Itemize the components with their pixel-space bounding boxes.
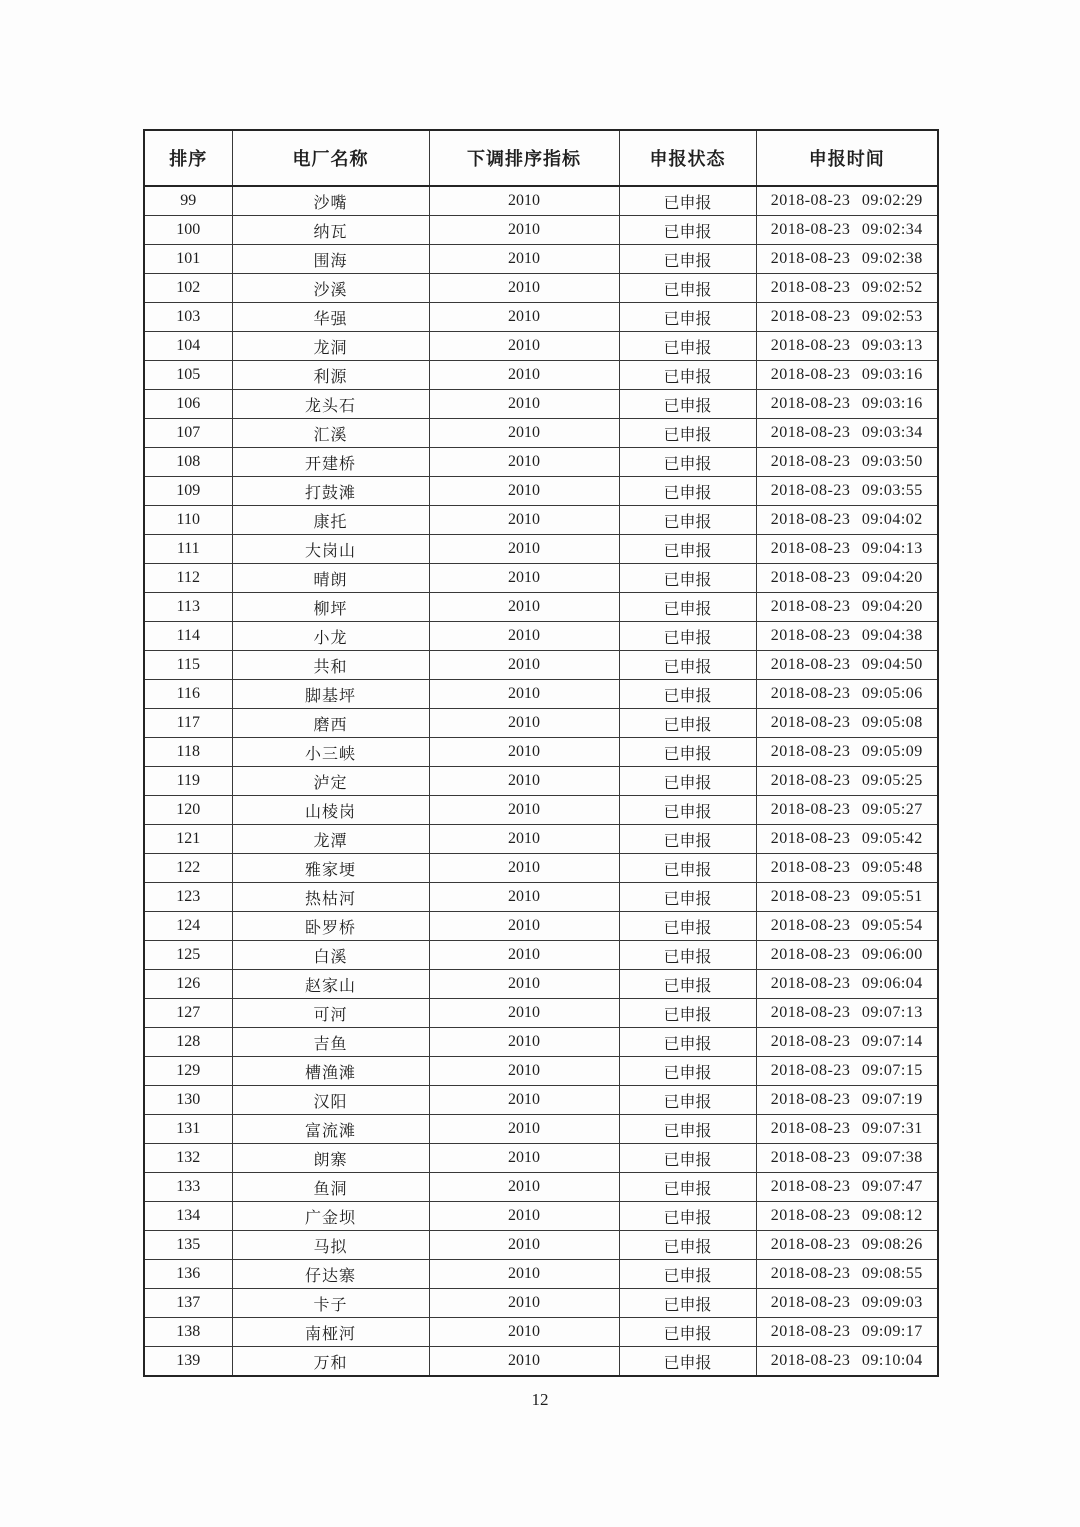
rank-cell: 115 [144,651,232,680]
time-cell: 2018-08-23 09:03:34 [756,419,938,448]
table-row [144,912,938,941]
status-cell: 已申报 [619,883,756,912]
indicator-cell: 2010 [429,593,619,622]
table-row [144,941,938,970]
indicator-cell: 2010 [429,1144,619,1173]
rank-cell: 139 [144,1347,232,1377]
plant-name-cell: 槽渔滩 [232,1057,429,1086]
table-row [144,854,938,883]
time-cell: 2018-08-23 09:08:26 [756,1231,938,1260]
table-row [144,1173,938,1202]
rank-cell: 100 [144,216,232,245]
table-row [144,535,938,564]
indicator-cell: 2010 [429,535,619,564]
table-body [144,186,938,1376]
table-row [144,680,938,709]
rank-cell: 121 [144,825,232,854]
time-cell: 2018-08-23 09:09:17 [756,1318,938,1347]
status-cell: 已申报 [619,941,756,970]
rank-cell: 117 [144,709,232,738]
rank-cell: 113 [144,593,232,622]
rank-cell: 114 [144,622,232,651]
table-row [144,593,938,622]
status-cell: 已申报 [619,245,756,274]
plant-name-cell: 汉阳 [232,1086,429,1115]
rank-cell: 118 [144,738,232,767]
rank-cell: 137 [144,1289,232,1318]
table-row [144,883,938,912]
indicator-cell: 2010 [429,825,619,854]
rank-cell: 125 [144,941,232,970]
time-cell: 2018-08-23 09:03:16 [756,361,938,390]
indicator-cell: 2010 [429,1260,619,1289]
header-rank: 排序 [144,130,232,186]
indicator-cell: 2010 [429,622,619,651]
plant-name-cell: 雅家埂 [232,854,429,883]
indicator-cell: 2010 [429,912,619,941]
indicator-cell: 2010 [429,332,619,361]
time-cell: 2018-08-23 09:07:38 [756,1144,938,1173]
time-cell: 2018-08-23 09:02:34 [756,216,938,245]
plant-name-cell: 柳坪 [232,593,429,622]
rank-cell: 103 [144,303,232,332]
status-cell: 已申报 [619,796,756,825]
indicator-cell: 2010 [429,245,619,274]
status-cell: 已申报 [619,1028,756,1057]
rank-cell: 108 [144,448,232,477]
time-cell: 2018-08-23 09:05:54 [756,912,938,941]
indicator-cell: 2010 [429,1057,619,1086]
indicator-cell: 2010 [429,1231,619,1260]
time-cell: 2018-08-23 09:05:27 [756,796,938,825]
time-cell: 2018-08-23 09:03:50 [756,448,938,477]
indicator-cell: 2010 [429,448,619,477]
rank-cell: 138 [144,1318,232,1347]
indicator-cell: 2010 [429,1318,619,1347]
rank-cell: 127 [144,999,232,1028]
time-cell: 2018-08-23 09:05:42 [756,825,938,854]
indicator-cell: 2010 [429,1028,619,1057]
plant-name-cell: 沙溪 [232,274,429,303]
plant-name-cell: 卧罗桥 [232,912,429,941]
rank-cell: 102 [144,274,232,303]
rank-cell: 135 [144,1231,232,1260]
time-cell: 2018-08-23 09:10:04 [756,1347,938,1377]
declaration-table [143,129,939,1377]
table-row [144,1057,938,1086]
plant-name-cell: 山棱岗 [232,796,429,825]
plant-name-cell: 脚基坪 [232,680,429,709]
rank-cell: 136 [144,1260,232,1289]
status-cell: 已申报 [619,651,756,680]
rank-cell: 124 [144,912,232,941]
indicator-cell: 2010 [429,680,619,709]
rank-cell: 110 [144,506,232,535]
time-cell: 2018-08-23 09:04:20 [756,564,938,593]
status-cell: 已申报 [619,1347,756,1377]
plant-name-cell: 万和 [232,1347,429,1377]
status-cell: 已申报 [619,1115,756,1144]
status-cell: 已申报 [619,1086,756,1115]
status-cell: 已申报 [619,1173,756,1202]
page-number: 12 [531,1390,549,1409]
status-cell: 已申报 [619,564,756,593]
plant-name-cell: 白溪 [232,941,429,970]
plant-name-cell: 广金坝 [232,1202,429,1231]
time-cell: 2018-08-23 09:05:08 [756,709,938,738]
table-row [144,186,938,216]
plant-name-cell: 泸定 [232,767,429,796]
table-row [144,245,938,274]
time-cell: 2018-08-23 09:06:00 [756,941,938,970]
status-cell: 已申报 [619,622,756,651]
table-row [144,274,938,303]
time-cell: 2018-08-23 09:03:13 [756,332,938,361]
time-cell: 2018-08-23 09:07:15 [756,1057,938,1086]
table-row [144,622,938,651]
status-cell: 已申报 [619,1318,756,1347]
rank-cell: 134 [144,1202,232,1231]
plant-name-cell: 卡子 [232,1289,429,1318]
status-cell: 已申报 [619,1057,756,1086]
table-row [144,332,938,361]
indicator-cell: 2010 [429,883,619,912]
rank-cell: 105 [144,361,232,390]
plant-name-cell: 大岗山 [232,535,429,564]
indicator-cell: 2010 [429,1115,619,1144]
rank-cell: 130 [144,1086,232,1115]
status-cell: 已申报 [619,274,756,303]
header-time: 申报时间 [756,130,938,186]
rank-cell: 120 [144,796,232,825]
plant-name-cell: 可河 [232,999,429,1028]
status-cell: 已申报 [619,999,756,1028]
time-cell: 2018-08-23 09:02:53 [756,303,938,332]
time-cell: 2018-08-23 09:05:51 [756,883,938,912]
table-row [144,1260,938,1289]
time-cell: 2018-08-23 09:07:47 [756,1173,938,1202]
status-cell: 已申报 [619,825,756,854]
status-cell: 已申报 [619,970,756,999]
plant-name-cell: 打鼓滩 [232,477,429,506]
indicator-cell: 2010 [429,709,619,738]
indicator-cell: 2010 [429,477,619,506]
status-cell: 已申报 [619,680,756,709]
indicator-cell: 2010 [429,506,619,535]
status-cell: 已申报 [619,361,756,390]
table-row [144,999,938,1028]
status-cell: 已申报 [619,477,756,506]
plant-name-cell: 赵家山 [232,970,429,999]
indicator-cell: 2010 [429,1086,619,1115]
status-cell: 已申报 [619,506,756,535]
plant-name-cell: 华强 [232,303,429,332]
table-row [144,1347,938,1377]
table-row [144,738,938,767]
status-cell: 已申报 [619,419,756,448]
time-cell: 2018-08-23 09:09:03 [756,1289,938,1318]
time-cell: 2018-08-23 09:07:14 [756,1028,938,1057]
table-row [144,1202,938,1231]
status-cell: 已申报 [619,593,756,622]
rank-cell: 104 [144,332,232,361]
status-cell: 已申报 [619,448,756,477]
time-cell: 2018-08-23 09:08:12 [756,1202,938,1231]
indicator-cell: 2010 [429,854,619,883]
time-cell: 2018-08-23 09:04:50 [756,651,938,680]
plant-name-cell: 龙潭 [232,825,429,854]
status-cell: 已申报 [619,216,756,245]
status-cell: 已申报 [619,390,756,419]
table-header [144,130,938,186]
rank-cell: 129 [144,1057,232,1086]
table-row [144,1115,938,1144]
table-row [144,303,938,332]
plant-name-cell: 朗寨 [232,1144,429,1173]
indicator-cell: 2010 [429,390,619,419]
table-row [144,1086,938,1115]
status-cell: 已申报 [619,854,756,883]
plant-name-cell: 鱼洞 [232,1173,429,1202]
indicator-cell: 2010 [429,796,619,825]
rank-cell: 122 [144,854,232,883]
table-row [144,419,938,448]
indicator-cell: 2010 [429,564,619,593]
plant-name-cell: 共和 [232,651,429,680]
status-cell: 已申报 [619,1260,756,1289]
indicator-cell: 2010 [429,274,619,303]
plant-name-cell: 马拟 [232,1231,429,1260]
indicator-cell: 2010 [429,999,619,1028]
time-cell: 2018-08-23 09:04:13 [756,535,938,564]
status-cell: 已申报 [619,535,756,564]
table-row [144,1144,938,1173]
plant-name-cell: 开建桥 [232,448,429,477]
time-cell: 2018-08-23 09:04:38 [756,622,938,651]
indicator-cell: 2010 [429,1173,619,1202]
table-row [144,390,938,419]
table-row [144,564,938,593]
indicator-cell: 2010 [429,1347,619,1377]
status-cell: 已申报 [619,912,756,941]
table-row [144,767,938,796]
status-cell: 已申报 [619,332,756,361]
table-row [144,651,938,680]
status-cell: 已申报 [619,709,756,738]
indicator-cell: 2010 [429,216,619,245]
time-cell: 2018-08-23 09:03:55 [756,477,938,506]
plant-name-cell: 沙嘴 [232,186,429,216]
time-cell: 2018-08-23 09:07:31 [756,1115,938,1144]
rank-cell: 119 [144,767,232,796]
header-plant: 电厂名称 [232,130,429,186]
rank-cell: 106 [144,390,232,419]
table-row [144,361,938,390]
plant-name-cell: 磨西 [232,709,429,738]
header-row [144,130,938,186]
time-cell: 2018-08-23 09:06:04 [756,970,938,999]
table-row [144,506,938,535]
header-status: 申报状态 [619,130,756,186]
rank-cell: 116 [144,680,232,709]
table-row [144,477,938,506]
table-row [144,825,938,854]
time-cell: 2018-08-23 09:07:13 [756,999,938,1028]
indicator-cell: 2010 [429,186,619,216]
status-cell: 已申报 [619,303,756,332]
status-cell: 已申报 [619,767,756,796]
plant-name-cell: 围海 [232,245,429,274]
rank-cell: 133 [144,1173,232,1202]
plant-name-cell: 富流滩 [232,1115,429,1144]
plant-name-cell: 热枯河 [232,883,429,912]
time-cell: 2018-08-23 09:02:29 [756,186,938,216]
table-row [144,1289,938,1318]
rank-cell: 109 [144,477,232,506]
table-row [144,1318,938,1347]
time-cell: 2018-08-23 09:05:25 [756,767,938,796]
indicator-cell: 2010 [429,970,619,999]
status-cell: 已申报 [619,1202,756,1231]
rank-cell: 131 [144,1115,232,1144]
status-cell: 已申报 [619,186,756,216]
time-cell: 2018-08-23 09:05:09 [756,738,938,767]
plant-name-cell: 小龙 [232,622,429,651]
time-cell: 2018-08-23 09:08:55 [756,1260,938,1289]
indicator-cell: 2010 [429,738,619,767]
rank-cell: 123 [144,883,232,912]
plant-name-cell: 汇溪 [232,419,429,448]
status-cell: 已申报 [619,1289,756,1318]
plant-name-cell: 康托 [232,506,429,535]
plant-name-cell: 晴朗 [232,564,429,593]
plant-name-cell: 龙头石 [232,390,429,419]
plant-name-cell: 纳瓦 [232,216,429,245]
time-cell: 2018-08-23 09:03:16 [756,390,938,419]
plant-name-cell: 利源 [232,361,429,390]
table-row [144,448,938,477]
plant-name-cell: 小三峡 [232,738,429,767]
rank-cell: 107 [144,419,232,448]
indicator-cell: 2010 [429,1289,619,1318]
rank-cell: 112 [144,564,232,593]
time-cell: 2018-08-23 09:07:19 [756,1086,938,1115]
table-row [144,796,938,825]
plant-name-cell: 仔达寨 [232,1260,429,1289]
plant-name-cell: 南桠河 [232,1318,429,1347]
table-row [144,216,938,245]
rank-cell: 132 [144,1144,232,1173]
rank-cell: 101 [144,245,232,274]
plant-name-cell: 吉鱼 [232,1028,429,1057]
indicator-cell: 2010 [429,1202,619,1231]
indicator-cell: 2010 [429,767,619,796]
header-indicator: 下调排序指标 [429,130,619,186]
indicator-cell: 2010 [429,941,619,970]
status-cell: 已申报 [619,1231,756,1260]
status-cell: 已申报 [619,1144,756,1173]
indicator-cell: 2010 [429,303,619,332]
indicator-cell: 2010 [429,361,619,390]
indicator-cell: 2010 [429,651,619,680]
rank-cell: 99 [144,186,232,216]
table-row [144,1028,938,1057]
status-cell: 已申报 [619,738,756,767]
time-cell: 2018-08-23 09:04:20 [756,593,938,622]
time-cell: 2018-08-23 09:04:02 [756,506,938,535]
time-cell: 2018-08-23 09:02:52 [756,274,938,303]
indicator-cell: 2010 [429,419,619,448]
table-row [144,970,938,999]
table-row [144,1231,938,1260]
time-cell: 2018-08-23 09:05:48 [756,854,938,883]
time-cell: 2018-08-23 09:05:06 [756,680,938,709]
plant-name-cell: 龙洞 [232,332,429,361]
rank-cell: 126 [144,970,232,999]
time-cell: 2018-08-23 09:02:38 [756,245,938,274]
rank-cell: 128 [144,1028,232,1057]
table-row [144,709,938,738]
rank-cell: 111 [144,535,232,564]
